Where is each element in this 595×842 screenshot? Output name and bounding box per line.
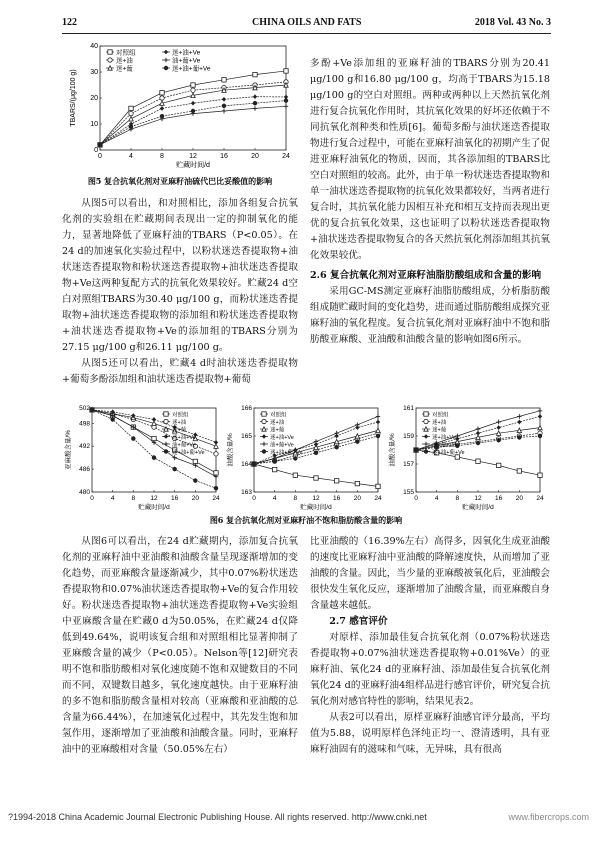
y-tick-label: 10: [90, 121, 98, 128]
legend-label: 迷+葡: [432, 427, 447, 434]
data-point: [191, 83, 195, 87]
data-point: [164, 442, 168, 446]
legend-label: 迷+油: [172, 420, 187, 426]
data-point: [90, 408, 94, 412]
legend-label: 对照组: [432, 412, 449, 419]
x-tick-label: 16: [495, 495, 503, 502]
data-point: [262, 442, 266, 446]
data-point: [284, 104, 288, 108]
paragraph: 多酚+Ve添加组的亚麻籽油的TBARS分别为20.41 μg/100 g和16.80 μg/100 g，均高于TBARS为15.18 μg/100 g的空白对照组。两种或两种以上天然抗氧化剂进行复合抗氧化作用时，其抗氧化效果的好坏还依赖于不同抗氧化剂种类和性质[6]。葡萄多酚与油状迷迭香提取物进行复合过程中，可能在亚麻籽油氧化的初期产生了促进亚麻籽油氧化的物质，因而，其各添加组的TBARS比空白对照组的较高。此外，由于单一粉状迷迭香提取物和单一油状迷迭香提取物的抗氧化效果都较好，当两者进行复合时，其抗氧化能力因相互补充和相互支持而表现出更优的复合抗氧化效果，这也证明了以粉状迷迭香提取物+油状迷迭香提取物复合的各天然抗氧化剂添加组其抗氧化效果较优。: [310, 58, 550, 261]
data-point: [164, 412, 168, 416]
data-point: [355, 423, 359, 427]
y-axis-label: TBARS/(μg/100 g): [70, 69, 77, 127]
legend-label: 迷+油+Ve: [172, 435, 196, 441]
section-heading: 2.6 复合抗氧化剂对亚麻籽油脂肪酸组成和含量的影响: [310, 270, 542, 281]
x-tick-label: 4: [434, 495, 439, 502]
data-point: [222, 78, 226, 82]
data-point: [253, 72, 257, 76]
data-point: [424, 434, 428, 438]
x-tick-label: 24: [374, 495, 382, 502]
right-column-bottom: [310, 534, 550, 758]
copyright-footer: ?1994-2018 China Academic Journal Electronic Publishing House. All rights reserved. http://www.cnki.net: [8, 812, 427, 822]
y-tick-label: 157: [403, 461, 414, 468]
data-point: [538, 434, 542, 438]
paragraph: 从表2可以看出，原样亚麻籽油感官评分最高，平均值为5.88，说明原样色泽纯正均一、澄清透明，具有亚麻籽油固有的滋味和气味，无异味，具有很高: [310, 712, 550, 755]
x-tick-label: 20: [515, 495, 523, 502]
x-tick-label: 12: [189, 153, 197, 160]
data-point: [376, 414, 380, 418]
y-tick-label: 20: [90, 95, 98, 102]
data-point: [293, 456, 297, 460]
data-point: [376, 484, 380, 488]
page-number: 122: [62, 17, 77, 28]
paragraph: 对原样、添加最佳复合抗氧化剂（0.07%粉状迷迭香提取物+0.07%油状迷迭香提取物+0.01%Ve）的亚麻籽油、氧化24 d的亚麻籽油、添加最佳复合抗氧化剂氧化24 d的亚麻籽油4组样品进行感官评价，研究复合抗氧化剂对感官特性的影响，结果见表2。: [310, 632, 550, 707]
data-point: [538, 414, 542, 418]
data-point: [164, 434, 168, 438]
data-point: [517, 428, 521, 432]
data-point: [131, 436, 135, 440]
x-tick-label: 20: [353, 495, 361, 502]
fig6-caption: 图6 复合抗氧化剂对亚麻籽油不饱和脂肪酸含量的影响: [209, 515, 403, 525]
paragraph: 从图6可以看出，在24 d贮藏期内，添加复合抗氧化剂的亚麻籽油中亚油酸和油酸含量呈现逐渐增加的变化趋势，而亚麻酸含量逐渐减少，其中0.07%粉状迷迭香提取物和0.07%油状迷迭香提取物+Ve的复合作用较好。粉状迷迭香提取物+油状迷迭香提取物+Ve实验组中亚麻酸含量在贮藏0 d为50.05%，在贮藏24 d仅降低到49.64%，说明该复合组和对照组相比显著抑制了亚麻酸含量的减少（P<0.05）。Nelson等[12]研究表明不饱和脂肪酸相对氧化速度随不饱和双键数目的不同而不同，双键数目越多，氧化速度越快。由于亚麻籽油的多不饱和脂肪酸含量相对较高（亚麻酸和亚油酸的总含量为66.44%），在加速氧化过程中，其先发生饱和加氢作用，逐渐增加了亚油酸和油酸含量。同时，亚麻籽油中的亚麻酸相对含量（50.05%左右）: [62, 536, 298, 755]
y-tick-label: 161: [403, 405, 414, 412]
data-point: [293, 473, 297, 477]
data-point: [476, 441, 480, 445]
left-column-top: [62, 196, 298, 388]
data-point: [424, 412, 428, 416]
x-tick-label: 12: [474, 495, 482, 502]
data-point: [476, 459, 480, 463]
data-point: [496, 431, 500, 435]
data-point: [476, 431, 480, 435]
legend-label: 油+葡+Ve: [172, 57, 201, 65]
x-tick-label: 4: [110, 495, 115, 502]
data-point: [253, 95, 257, 99]
y-axis-label: 亚麻酸含量/%: [65, 429, 72, 471]
data-point: [214, 440, 218, 444]
x-tick-label: 20: [191, 495, 199, 502]
data-point: [424, 449, 428, 453]
data-point: [496, 438, 500, 442]
y-tick-label: 0: [94, 147, 98, 154]
data-point: [222, 97, 226, 101]
data-point: [191, 109, 195, 113]
y-tick-label: 164: [241, 461, 252, 468]
data-point: [414, 448, 418, 452]
x-axis-label: 贮藏时间/d: [176, 162, 210, 169]
data-point: [222, 109, 226, 113]
x-tick-label: 12: [312, 495, 320, 502]
x-tick-label: 8: [160, 153, 164, 160]
legend-label: 迷+油+葡+Ve: [172, 65, 211, 73]
data-point: [476, 427, 480, 431]
data-point: [164, 449, 168, 453]
legend-label: 迷+油: [432, 420, 447, 426]
legend-label: 迷+油+Ve: [172, 49, 201, 57]
data-point: [164, 66, 168, 70]
data-point: [496, 420, 500, 424]
legend-label: 迷+油+Ve: [270, 435, 294, 441]
data-point: [129, 117, 133, 121]
paragraph: 从图5还可以看出，贮藏4 d时油状迷迭香提取物+葡萄多酚添加组和油状迷迭香提取物+葡萄: [62, 358, 298, 385]
fig6-chart-linoleic: [224, 404, 384, 512]
legend-label: 迷+油+葡+Ve: [432, 450, 465, 456]
y-tick-label: 492: [79, 443, 90, 451]
y-tick-label: 166: [241, 405, 252, 412]
data-point: [108, 58, 112, 62]
paragraph: 采用GC-MS测定亚麻籽油脂肪酸组成，分析脂肪酸组成随贮藏时间的变化趋势，进而通过脂肪酸组成探究亚麻籽油的氧化程度。复合抗氧化剂对亚麻籽油中不饱和脂肪酸亚麻酸、亚油酸和油酸含量的影响如图6所示。: [310, 286, 550, 345]
data-point: [424, 427, 428, 431]
data-point: [355, 439, 359, 443]
data-point: [98, 143, 102, 147]
data-point: [253, 106, 257, 110]
y-axis-label: 油酸含量/%: [389, 433, 396, 467]
issue-info: 2018 Vol. 43 No. 3: [474, 17, 551, 28]
x-tick-label: 0: [252, 495, 256, 502]
x-tick-label: 16: [171, 495, 179, 502]
data-point: [172, 467, 176, 471]
y-tick-label: 498: [79, 420, 90, 428]
data-point: [129, 111, 133, 115]
x-axis-label: 贮藏时间/d: [300, 504, 332, 511]
x-tick-label: 16: [220, 153, 228, 160]
data-point: [129, 106, 133, 110]
y-tick-label: 502: [79, 405, 90, 412]
series-line: [100, 101, 286, 145]
data-point: [376, 434, 380, 438]
running-header: [62, 17, 551, 31]
data-point: [152, 455, 156, 459]
data-point: [355, 481, 359, 485]
y-tick-label: 40: [90, 43, 98, 50]
legend-label: 迷+油+葡+Ve: [172, 450, 205, 456]
data-point: [152, 417, 156, 421]
legend-label: 油+葡+Ve: [432, 442, 456, 449]
data-point: [496, 425, 500, 429]
y-axis-label: 油酸含量/%: [227, 433, 234, 467]
data-point: [164, 58, 168, 62]
x-tick-label: 8: [455, 495, 460, 502]
data-point: [424, 442, 428, 446]
header-rule: [62, 33, 551, 34]
legend-label: 油+葡+Ve: [270, 442, 294, 449]
data-point: [214, 452, 218, 456]
data-point: [538, 473, 542, 477]
x-tick-label: 4: [129, 153, 133, 160]
y-tick-label: 155: [403, 489, 414, 496]
data-point: [272, 467, 276, 471]
data-point: [164, 50, 168, 54]
x-tick-label: 24: [282, 153, 290, 160]
data-point: [214, 486, 218, 490]
data-point: [160, 106, 164, 110]
data-point: [110, 417, 114, 421]
data-point: [376, 428, 380, 432]
data-point: [222, 104, 226, 108]
data-point: [284, 98, 288, 102]
data-point: [252, 462, 256, 466]
data-point: [334, 479, 338, 483]
data-point: [262, 427, 266, 431]
legend-label: 迷+油: [270, 420, 285, 426]
data-point: [262, 412, 266, 416]
y-tick-label: 480: [79, 489, 90, 496]
x-tick-label: 4: [272, 495, 277, 502]
data-point: [376, 420, 380, 424]
data-point: [262, 419, 266, 423]
data-point: [191, 93, 195, 97]
data-point: [191, 88, 195, 92]
data-point: [191, 101, 195, 105]
data-point: [108, 50, 112, 54]
x-tick-label: 0: [414, 495, 418, 502]
data-point: [334, 431, 338, 435]
paragraph: 比亚油酸的（16.39%左右）高得多，因氧化生成亚油酸的速度比亚麻籽油中亚油酸的降解速度快，从而增加了亚油酸的含量。因此，当少量的亚麻酸被氧化后，亚油酸会很快发生氧化反应，逐渐增加了油酸含量，而亚麻酸自身含量越来越低。: [310, 536, 550, 611]
data-point: [314, 451, 318, 455]
y-tick-label: 159: [403, 433, 414, 440]
fig6-chart-oleic: [386, 404, 546, 512]
x-tick-label: 12: [150, 495, 158, 502]
data-point: [517, 469, 521, 473]
fig6-chart-linolenic: [62, 404, 222, 512]
y-tick-label: 165: [241, 433, 252, 440]
x-tick-label: 24: [536, 495, 544, 502]
x-tick-label: 8: [293, 495, 298, 502]
x-axis-label: 贮藏时间/d: [462, 504, 494, 511]
right-column-top: [310, 56, 550, 348]
watermark-footer: www.fibercrops.com: [508, 812, 589, 822]
fig5-caption: 图5 复合抗氧化剂对亚麻籽油硫代巴比妥酸值的影响: [87, 176, 273, 186]
data-point: [334, 439, 338, 443]
x-tick-label: 16: [333, 495, 341, 502]
x-tick-label: 20: [251, 153, 259, 160]
legend-label: 油+葡+Ve: [172, 442, 196, 449]
data-point: [476, 435, 480, 439]
data-point: [538, 409, 542, 413]
data-point: [164, 419, 168, 423]
data-point: [160, 96, 164, 100]
legend-label: 迷+葡: [116, 65, 133, 73]
data-point: [160, 101, 164, 105]
paragraph: 从图5可以看出，和对照相比，添加各组复合抗氧化剂的实验组在贮藏期间表现出一定的抑制氧化的能力，显著地降低了亚麻籽油的TBARS（P<0.05）。在24 d的加速氧化实验过程中，以粉状迷迭香提取物+油状迷迭香提取物和粉状迷迭香提取物+油状迷迭香提取物+Ve这两种复配方式的抗氧化效果较好。贮藏24 d空白对照组TBARS为30.40 μg/100 g，而粉状迷迭香提取物+油状迷迭香提取物的添加组和粉状迷迭香提取物+油状迷迭香提取物+Ve的添加组的TBARS分别为27.15 μg/100 g和26.11 μg/100 g。: [62, 198, 298, 353]
legend-label: 迷+葡: [270, 427, 285, 434]
legend-label: 迷+油+Ve: [432, 435, 456, 441]
y-tick-label: 163: [241, 489, 252, 496]
journal-name: CHINA OILS AND FATS: [252, 17, 362, 28]
data-point: [517, 414, 521, 418]
data-point: [496, 463, 500, 467]
x-axis-label: 贮藏时间/d: [138, 504, 170, 511]
data-point: [160, 114, 164, 118]
data-point: [538, 425, 542, 429]
data-point: [262, 449, 266, 453]
data-point: [355, 434, 359, 438]
data-point: [424, 419, 428, 423]
section-heading: 2.7 感官评价: [329, 616, 388, 627]
data-point: [262, 434, 266, 438]
data-point: [272, 459, 276, 463]
data-point: [129, 124, 133, 128]
data-point: [253, 101, 257, 105]
legend-label: 迷+油: [116, 57, 133, 65]
legend-label: 迷+油+葡+Ve: [270, 450, 303, 456]
left-column-bottom: [62, 534, 298, 758]
legend-label: 对照组: [270, 412, 287, 419]
data-point: [193, 478, 197, 482]
data-point: [108, 66, 112, 70]
data-point: [517, 420, 521, 424]
data-point: [334, 445, 338, 449]
data-point: [160, 91, 164, 95]
x-tick-label: 8: [131, 495, 136, 502]
data-point: [314, 476, 318, 480]
legend-label: 迷+葡: [172, 427, 187, 434]
x-tick-label: 0: [90, 495, 94, 502]
data-point: [314, 439, 318, 443]
y-tick-label: 30: [90, 69, 98, 76]
fig5-chart: [66, 42, 294, 174]
data-point: [284, 69, 288, 73]
data-point: [517, 435, 521, 439]
legend-label: 对照组: [172, 412, 189, 419]
x-tick-label: 24: [212, 495, 220, 502]
legend-label: 对照组: [116, 49, 136, 57]
y-tick-label: 486: [79, 466, 90, 474]
x-tick-label: 0: [98, 153, 102, 160]
